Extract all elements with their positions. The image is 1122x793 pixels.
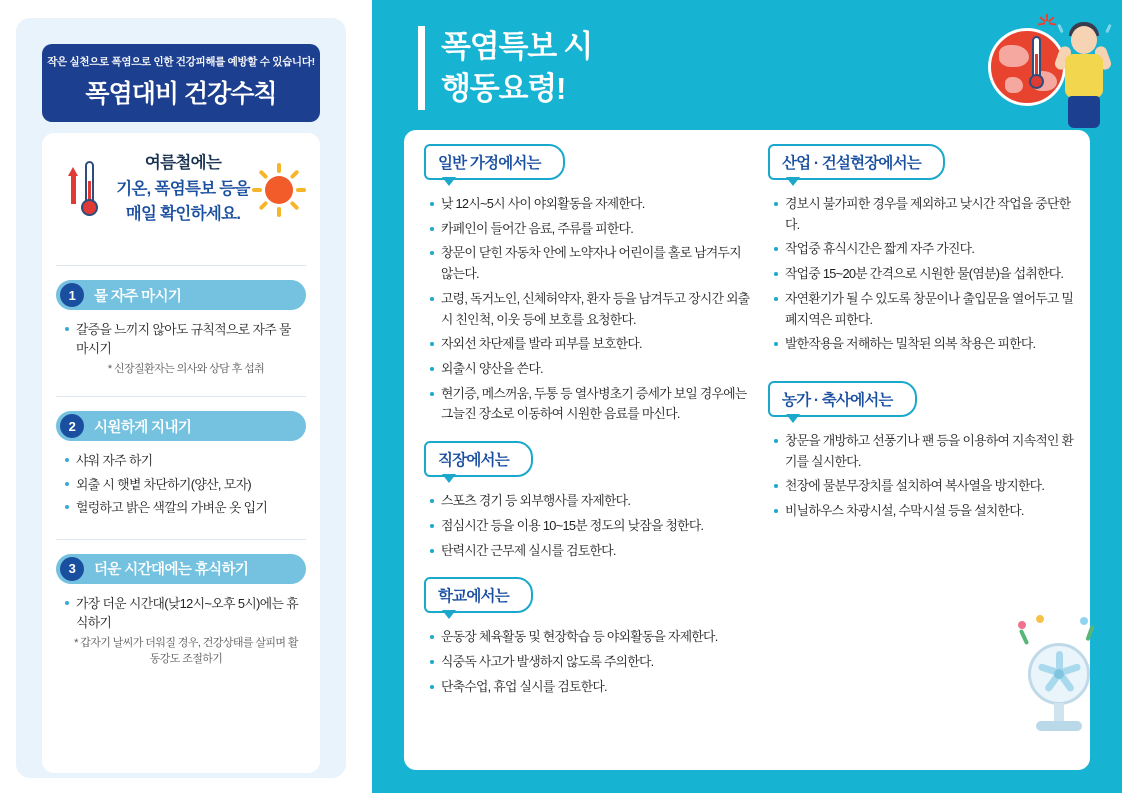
section-home xyxy=(424,144,756,425)
intro-line-1: 여름철에는 xyxy=(144,154,222,172)
left-content-card xyxy=(42,133,320,773)
section-industry-heading: 산업 · 건설현장에서는 xyxy=(768,144,945,180)
list-item: 가장 더운 시간대(낮12시~오후 5시)에는 휴식하기 xyxy=(64,594,302,632)
section-workplace-heading: 직장에서는 xyxy=(424,441,533,477)
section-home-body xyxy=(424,180,756,425)
list-item: 작업중 휴식시간은 짧게 자주 가진다. xyxy=(774,239,1076,260)
section-school-heading: 학교에서는 xyxy=(424,577,533,613)
left-header-title: 폭염대비 건강수칙 xyxy=(85,80,277,108)
step-1-header xyxy=(56,280,306,310)
step-1-title: 물 자주 마시기 xyxy=(94,288,182,305)
content-column-right xyxy=(768,144,1078,538)
intro-block xyxy=(42,133,320,253)
section-home-heading: 일반 가정에서는 xyxy=(424,144,565,180)
list-item: 운동장 체육활동 및 현장학습 등 야외활동을 자제한다. xyxy=(430,627,754,648)
list-item: 점심시간 등을 이용 10~15분 정도의 낮잠을 청한다. xyxy=(430,516,754,537)
fan-hub xyxy=(1054,669,1064,679)
list-item: 카페인이 들어간 음료, 주류를 피한다. xyxy=(430,219,754,240)
thermometer-icon xyxy=(68,161,102,223)
step-3-header xyxy=(56,554,306,584)
list-item: 발한작용을 저해하는 밀착된 의복 착용은 피한다. xyxy=(774,334,1076,355)
list-item: 작업중 15~20분 간격으로 시원한 물(염분)을 섭취한다. xyxy=(774,264,1076,285)
list-item: 외출시 양산을 쓴다. xyxy=(430,359,754,380)
sun-icon xyxy=(252,163,306,217)
electric-fan-icon xyxy=(1010,615,1110,740)
section-farm xyxy=(768,381,1078,522)
section-workplace xyxy=(424,441,756,561)
person-shorts xyxy=(1068,96,1100,128)
left-header-subtitle: 작은 실천으로 폭염으로 인한 건강피해를 예방할 수 있습니다! xyxy=(47,56,315,68)
right-content-card xyxy=(404,130,1090,770)
step-3-note: * 갑자기 날씨가 더워질 경우, 건강상태를 살피며 활동강도 조절하기 xyxy=(74,637,298,666)
step-3-body xyxy=(56,584,306,674)
section-school xyxy=(424,577,756,697)
list-item: 창문이 닫힌 자동차 안에 노약자나 어린이를 홀로 남겨두지 않는다. xyxy=(430,243,754,284)
list-item: 천장에 물분무장치를 설치하여 복사열을 방지한다. xyxy=(774,476,1076,497)
step-1-note: * 신장질환자는 의사와 상담 후 섭취 xyxy=(107,363,265,376)
left-panel xyxy=(16,18,346,778)
list-item: 낮 12시~5시 사이 야외활동을 자제한다. xyxy=(430,194,754,215)
list-item: 스포츠 경기 등 외부행사를 자제한다. xyxy=(430,491,754,512)
list-item: 비닐하우스 차광시설, 수막시설 등을 설치한다. xyxy=(774,501,1076,522)
step-3 xyxy=(42,554,320,674)
person-illustration xyxy=(1055,18,1115,138)
list-item: 고령, 독거노인, 신체허약자, 환자 등을 남겨두고 장시간 외출시 친인척, 이웃 등에 보호를 요청한다. xyxy=(430,289,754,330)
section-industry-body xyxy=(768,180,1078,355)
page-title-line-2: 행동요령! xyxy=(441,70,566,106)
step-2-body xyxy=(56,441,306,527)
step-2-number: 2 xyxy=(60,414,84,438)
section-farm-body xyxy=(768,417,1078,522)
step-1 xyxy=(42,280,320,384)
section-farm-heading: 농가 · 축사에서는 xyxy=(768,381,917,417)
divider xyxy=(56,539,306,540)
step-1-number: 1 xyxy=(60,283,84,307)
section-industry xyxy=(768,144,1078,355)
step-2 xyxy=(42,411,320,527)
list-item: 식중독 사고가 발생하지 않도록 주의한다. xyxy=(430,652,754,673)
list-item: 단축수업, 휴업 실시를 검토한다. xyxy=(430,677,754,698)
person-shirt xyxy=(1065,54,1103,98)
list-item: 경보시 불가피한 경우를 제외하고 낮시간 작업을 중단한다. xyxy=(774,194,1076,235)
step-3-title: 더운 시간대에는 휴식하기 xyxy=(94,562,249,579)
step-3-number: 3 xyxy=(60,557,84,581)
section-school-body xyxy=(424,613,756,697)
step-2-header xyxy=(56,411,306,441)
list-item: 탄력시간 근무제 실시를 검토한다. xyxy=(430,541,754,562)
page-title-line-1: 폭염특보 시 xyxy=(441,29,593,64)
page-title xyxy=(418,26,592,110)
step-2-title: 시원하게 지내기 xyxy=(94,419,192,436)
content-column-left xyxy=(424,144,756,714)
divider xyxy=(56,396,306,397)
list-item: 헐렁하고 밝은 색깔의 가벼운 옷 입기 xyxy=(64,498,302,517)
list-item: 갈증을 느끼지 않아도 규칙적으로 자주 물 마시기 xyxy=(64,320,302,358)
intro-line-3: 매일 확인하세요. xyxy=(125,205,241,224)
list-item: 샤워 자주 하기 xyxy=(64,451,302,470)
fan-base xyxy=(1036,721,1082,731)
list-item: 외출 시 햇볕 차단하기(양산, 모자) xyxy=(64,475,302,494)
intro-line-2: 기온, 폭염특보 등을 xyxy=(116,179,250,198)
list-item: 자연환기가 될 수 있도록 창문이나 출입문을 열어두고 밀폐지역은 피한다. xyxy=(774,289,1076,330)
list-item: 창문을 개방하고 선풍기나 팬 등을 이용하여 지속적인 환기를 실시한다. xyxy=(774,431,1076,472)
heat-spark-icon xyxy=(1038,14,1056,32)
list-item: 자외선 차단제를 발라 피부를 보호한다. xyxy=(430,334,754,355)
left-header-banner xyxy=(42,44,320,122)
step-1-body xyxy=(56,310,306,384)
person-head xyxy=(1071,26,1097,54)
section-workplace-body xyxy=(424,477,756,561)
list-item: 현기증, 메스꺼움, 두통 등 열사병초기 증세가 보일 경우에는 그늘진 장소로 이동하여 시원한 음료를 마신다. xyxy=(430,384,754,425)
divider xyxy=(56,265,306,266)
